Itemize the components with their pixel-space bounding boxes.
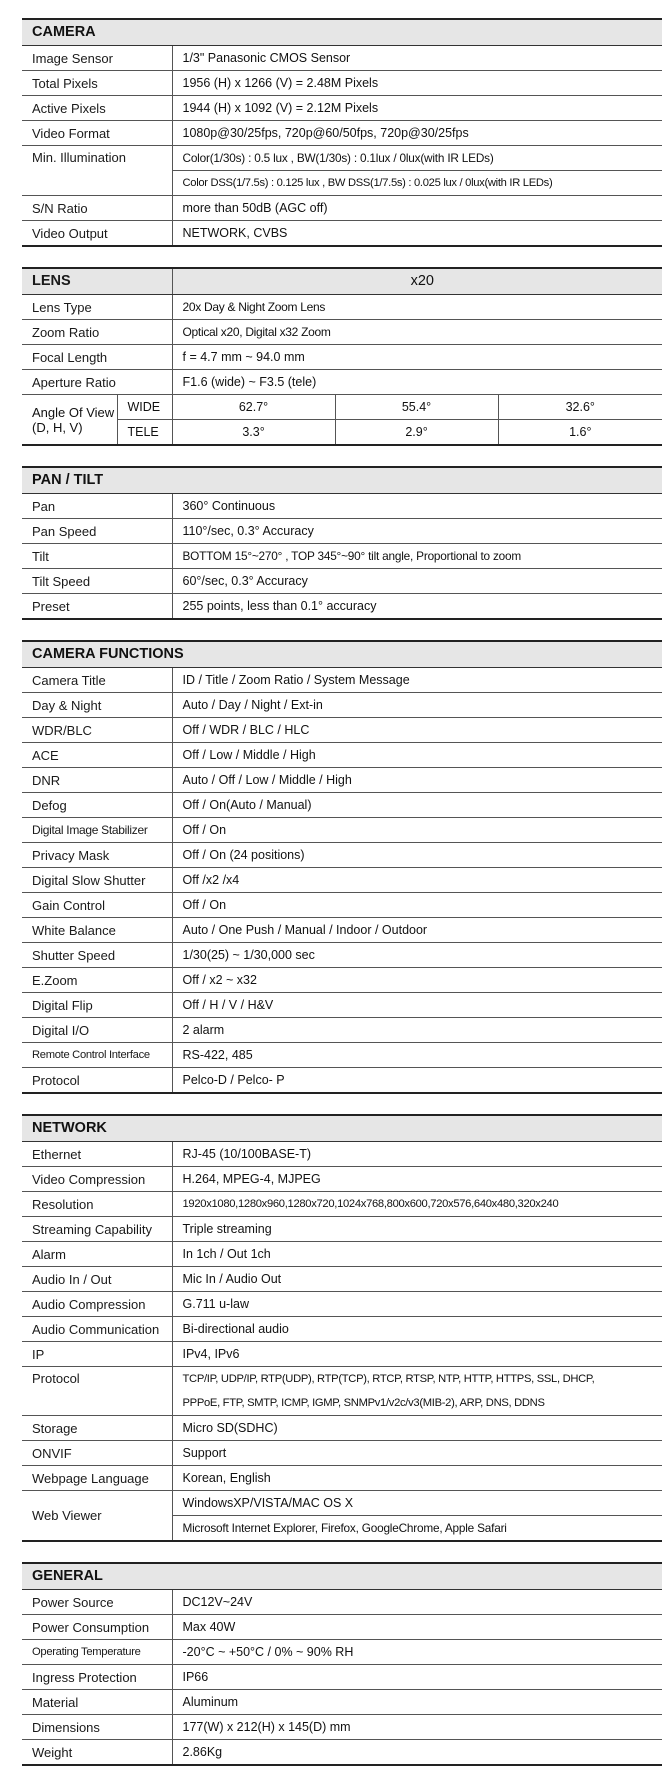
section-camera [22, 18, 662, 247]
spec-row [22, 918, 662, 943]
spec-label: Digital Image Stabilizer [22, 818, 172, 843]
spec-row [22, 1615, 662, 1640]
spec-value: G.711 u-law [172, 1292, 662, 1317]
spec-label: DNR [22, 768, 172, 793]
angle-of-view-wide-row [22, 395, 662, 420]
spec-label: Preset [22, 594, 172, 620]
spec-value: Off / Low / Middle / High [172, 743, 662, 768]
spec-row [22, 1192, 662, 1217]
spec-row [22, 1491, 662, 1516]
spec-label: Resolution [22, 1192, 172, 1217]
spec-row [22, 1068, 662, 1094]
spec-value: PPPoE, FTP, SMTP, ICMP, IGMP, SNMPv1/v2c/v3(MIB-2), ARP, DNS, DDNS [172, 1391, 662, 1416]
pan-tilt-table [22, 466, 662, 620]
section-lens [22, 267, 662, 446]
spec-label: Lens Type [22, 295, 172, 320]
spec-row [22, 46, 662, 71]
spec-label: ACE [22, 743, 172, 768]
section-general [22, 1562, 662, 1766]
section-header [22, 19, 662, 46]
spec-row [22, 1018, 662, 1043]
spec-row [22, 1292, 662, 1317]
spec-value: Auto / Day / Night / Ext-in [172, 693, 662, 718]
spec-label: Focal Length [22, 345, 172, 370]
section-header [22, 1115, 662, 1142]
spec-label: Tilt Speed [22, 569, 172, 594]
spec-value: 1/3" Panasonic CMOS Sensor [172, 46, 662, 71]
spec-value: 1/30(25) ~ 1/30,000 sec [172, 943, 662, 968]
spec-label: Audio In / Out [22, 1267, 172, 1292]
spec-label: Remote Control Interface [22, 1043, 172, 1068]
spec-value: F1.6 (wide) ~ F3.5 (tele) [172, 370, 662, 395]
spec-label: Alarm [22, 1242, 172, 1267]
spec-row [22, 71, 662, 96]
spec-row [22, 1665, 662, 1690]
section-network [22, 1114, 662, 1542]
spec-row [22, 370, 662, 395]
spec-label: Digital Flip [22, 993, 172, 1018]
section-title: LENS [22, 268, 172, 295]
spec-value: ID / Title / Zoom Ratio / System Message [172, 668, 662, 693]
spec-value: 177(W) x 212(H) x 145(D) mm [172, 1715, 662, 1740]
spec-value: 110°/sec, 0.3° Accuracy [172, 519, 662, 544]
spec-row [22, 494, 662, 519]
lens-table [22, 267, 662, 446]
spec-value: Bi-directional audio [172, 1317, 662, 1342]
spec-row [22, 1715, 662, 1740]
spec-label: Dimensions [22, 1715, 172, 1740]
spec-value: Support [172, 1441, 662, 1466]
spec-value: RJ-45 (10/100BASE-T) [172, 1142, 662, 1167]
spec-value: Off / WDR / BLC / HLC [172, 718, 662, 743]
spec-label: Active Pixels [22, 96, 172, 121]
spec-row [22, 743, 662, 768]
section-title: CAMERA [22, 19, 662, 46]
spec-value: 360° Continuous [172, 494, 662, 519]
spec-label: Webpage Language [22, 1466, 172, 1491]
section-title: NETWORK [22, 1115, 662, 1142]
spec-value: Off / H / V / H&V [172, 993, 662, 1018]
angle-of-view-label-line1: Angle Of View [32, 404, 115, 420]
spec-value: Triple streaming [172, 1217, 662, 1242]
spec-value: 1080p@30/25fps, 720p@60/50fps, 720p@30/25fps [172, 121, 662, 146]
spec-row [22, 345, 662, 370]
spec-label: ONVIF [22, 1441, 172, 1466]
spec-value: Micro SD(SDHC) [172, 1416, 662, 1441]
spec-row [22, 320, 662, 345]
spec-row [22, 1242, 662, 1267]
spec-value: 255 points, less than 0.1° accuracy [172, 594, 662, 620]
section-camera-functions [22, 640, 662, 1094]
spec-row [22, 96, 662, 121]
spec-value: Off /x2 /x4 [172, 868, 662, 893]
spec-row [22, 1317, 662, 1342]
angle-of-view-label [22, 395, 117, 446]
tele-vertical: 1.6° [498, 420, 662, 446]
tele-label: TELE [117, 420, 172, 446]
spec-row [22, 1142, 662, 1167]
section-header [22, 641, 662, 668]
spec-label: Digital I/O [22, 1018, 172, 1043]
angle-of-view-tele-row [22, 420, 662, 446]
spec-value: BOTTOM 15°~270° , TOP 345°~90° tilt angle, Proportional to zoom [172, 544, 662, 569]
spec-value: 60°/sec, 0.3° Accuracy [172, 569, 662, 594]
spec-label: Min. Illumination [22, 146, 172, 196]
spec-label: S/N Ratio [22, 196, 172, 221]
spec-label: Shutter Speed [22, 943, 172, 968]
spec-label: Weight [22, 1740, 172, 1766]
wide-diagonal: 62.7° [172, 395, 335, 420]
spec-value: TCP/IP, UDP/IP, RTP(UDP), RTP(TCP), RTCP, RTSP, NTP, HTTP, HTTPS, SSL, DHCP, [182, 1372, 595, 1385]
camera-functions-table [22, 640, 662, 1094]
spec-label: Defog [22, 793, 172, 818]
spec-value: Off / On (24 positions) [172, 843, 662, 868]
wide-vertical: 32.6° [498, 395, 662, 420]
spec-label: Camera Title [22, 668, 172, 693]
spec-value: Color(1/30s) : 0.5 lux , BW(1/30s) : 0.1lux / 0lux(with IR LEDs) [172, 146, 662, 171]
spec-row [22, 793, 662, 818]
spec-value: 2.86Kg [172, 1740, 662, 1766]
section-pan-tilt [22, 466, 662, 620]
spec-value: Off / On [172, 818, 662, 843]
spec-row [22, 1367, 662, 1392]
spec-label: E.Zoom [22, 968, 172, 993]
spec-row [22, 569, 662, 594]
spec-value: Max 40W [172, 1615, 662, 1640]
zoom-header-value: x20 [172, 268, 662, 295]
spec-label: Ethernet [22, 1142, 172, 1167]
spec-row [22, 993, 662, 1018]
spec-label: Web Viewer [22, 1491, 172, 1542]
spec-label: Streaming Capability [22, 1217, 172, 1242]
spec-label: White Balance [22, 918, 172, 943]
spec-label: Ingress Protection [22, 1665, 172, 1690]
spec-label: Aperture Ratio [22, 370, 172, 395]
spec-row [22, 843, 662, 868]
angle-of-view-label-line2: (D, H, V) [32, 419, 83, 435]
spec-label: Tilt [22, 544, 172, 569]
spec-value: Aluminum [172, 1690, 662, 1715]
spec-row [22, 868, 662, 893]
spec-value: Off / On [172, 893, 662, 918]
spec-row [22, 893, 662, 918]
spec-row [22, 1740, 662, 1766]
spec-value: WindowsXP/VISTA/MAC OS X [172, 1491, 662, 1516]
spec-row [22, 196, 662, 221]
spec-row [22, 1416, 662, 1441]
spec-label: Privacy Mask [22, 843, 172, 868]
spec-value: Microsoft Internet Explorer, Firefox, GoogleChrome, Apple Safari [172, 1516, 662, 1542]
spec-value: Mic In / Audio Out [172, 1267, 662, 1292]
spec-label: Power Consumption [22, 1615, 172, 1640]
spec-value: 2 alarm [172, 1018, 662, 1043]
spec-label: Gain Control [22, 893, 172, 918]
spec-label: Protocol [22, 1367, 172, 1416]
wide-label: WIDE [117, 395, 172, 420]
spec-label: Audio Compression [22, 1292, 172, 1317]
spec-value: RS-422, 485 [172, 1043, 662, 1068]
spec-label: Protocol [22, 1068, 172, 1094]
spec-row [22, 968, 662, 993]
spec-value: f = 4.7 mm ~ 94.0 mm [172, 345, 662, 370]
spec-row [22, 668, 662, 693]
spec-value: Off / x2 ~ x32 [172, 968, 662, 993]
spec-label: Video Output [22, 221, 172, 247]
section-header [22, 1563, 662, 1590]
spec-value: Korean, English [172, 1466, 662, 1491]
spec-row [22, 221, 662, 247]
spec-label: Video Compression [22, 1167, 172, 1192]
spec-row [22, 1342, 662, 1367]
spec-value: IPv4, IPv6 [172, 1342, 662, 1367]
spec-label: Audio Communication [22, 1317, 172, 1342]
spec-row [22, 1167, 662, 1192]
spec-value: -20°C ~ +50°C / 0% ~ 90% RH [172, 1640, 662, 1665]
camera-table [22, 18, 662, 247]
spec-row [22, 1043, 662, 1068]
spec-label: Pan [22, 494, 172, 519]
spec-row [22, 1640, 662, 1665]
section-header [22, 268, 662, 295]
spec-row [22, 1217, 662, 1242]
spec-value: Color DSS(1/7.5s) : 0.125 lux , BW DSS(1/7.5s) : 0.025 lux / 0lux(with IR LEDs) [172, 171, 662, 196]
tele-horizontal: 2.9° [335, 420, 498, 446]
spec-label: Zoom Ratio [22, 320, 172, 345]
spec-row [22, 768, 662, 793]
section-title: GENERAL [22, 1563, 662, 1590]
spec-value: NETWORK, CVBS [172, 221, 662, 247]
spec-row [22, 1267, 662, 1292]
section-title: PAN / TILT [22, 467, 662, 494]
spec-label: Pan Speed [22, 519, 172, 544]
spec-label: Image Sensor [22, 46, 172, 71]
section-header [22, 467, 662, 494]
spec-row [22, 718, 662, 743]
spec-value: Auto / One Push / Manual / Indoor / Outdoor [172, 918, 662, 943]
spec-row [22, 544, 662, 569]
spec-row [22, 519, 662, 544]
spec-value: more than 50dB (AGC off) [172, 196, 662, 221]
wide-horizontal: 55.4° [335, 395, 498, 420]
spec-value: IP66 [172, 1665, 662, 1690]
spec-label: WDR/BLC [22, 718, 172, 743]
spec-value: 20x Day & Night Zoom Lens [172, 295, 662, 320]
spec-row [22, 818, 662, 843]
spec-value: DC12V~24V [172, 1590, 662, 1615]
spec-value: Pelco-D / Pelco- P [172, 1068, 662, 1094]
network-table [22, 1114, 662, 1542]
section-title: CAMERA FUNCTIONS [22, 641, 662, 668]
spec-value: Off / On(Auto / Manual) [172, 793, 662, 818]
spec-row [22, 295, 662, 320]
tele-diagonal: 3.3° [172, 420, 335, 446]
spec-value: Auto / Off / Low / Middle / High [172, 768, 662, 793]
general-table [22, 1562, 662, 1766]
spec-row [22, 1466, 662, 1491]
spec-label: IP [22, 1342, 172, 1367]
spec-row [22, 594, 662, 620]
spec-label: Video Format [22, 121, 172, 146]
spec-label: Total Pixels [22, 71, 172, 96]
spec-value: Optical x20, Digital x32 Zoom [172, 320, 662, 345]
spec-label: Digital Slow Shutter [22, 868, 172, 893]
spec-sheet [22, 18, 662, 1786]
spec-label: Operating Temperature [22, 1640, 172, 1665]
spec-row [22, 1690, 662, 1715]
spec-value: 1920x1080,1280x960,1280x720,1024x768,800x600,720x576,640x480,320x240 [172, 1192, 662, 1217]
spec-row [22, 1590, 662, 1615]
spec-row [22, 943, 662, 968]
spec-value: 1944 (H) x 1092 (V) = 2.12M Pixels [172, 96, 662, 121]
spec-value: 1956 (H) x 1266 (V) = 2.48M Pixels [172, 71, 662, 96]
spec-row [22, 1441, 662, 1466]
spec-label: Day & Night [22, 693, 172, 718]
spec-label: Material [22, 1690, 172, 1715]
spec-row [22, 146, 662, 171]
spec-row [22, 121, 662, 146]
spec-label: Power Source [22, 1590, 172, 1615]
spec-label: Storage [22, 1416, 172, 1441]
spec-value: In 1ch / Out 1ch [172, 1242, 662, 1267]
spec-row [22, 693, 662, 718]
spec-value: H.264, MPEG-4, MJPEG [172, 1167, 662, 1192]
